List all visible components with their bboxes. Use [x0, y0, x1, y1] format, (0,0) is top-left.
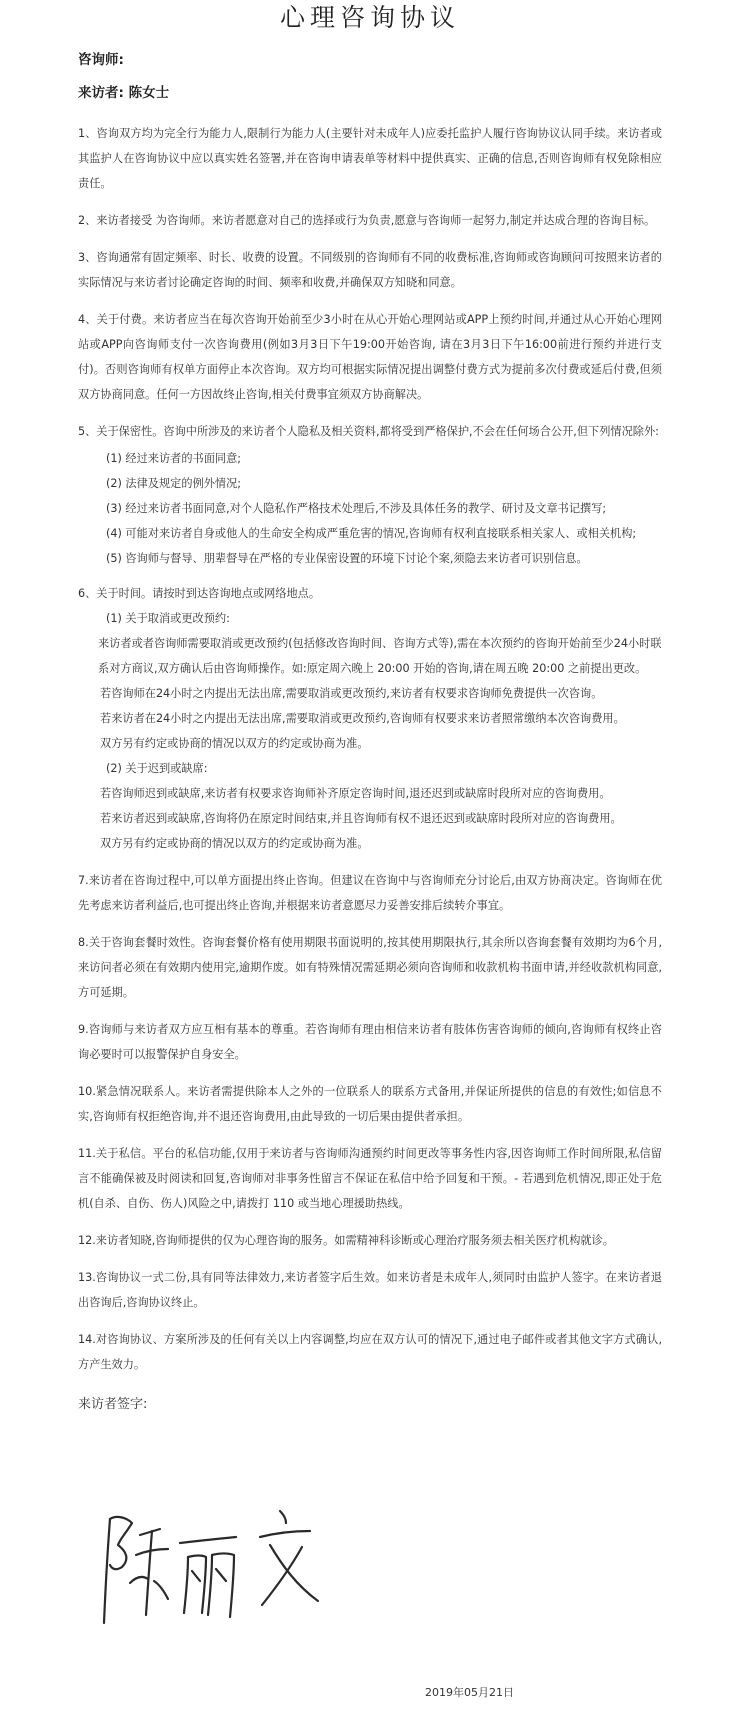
clause-2: 2、来访者接受 为咨询师。来访者愿意对自己的选择或行为负责,愿意与咨询师一起努力,制定并达成合理的咨询目标。: [78, 214, 656, 227]
clause-12: 12.来访者知晓,咨询师提供的仅为心理咨询的服务。如需精神科诊断或心理治疗服务须去相关医疗机构就诊。: [78, 1234, 614, 1247]
clause-6-details: [78, 606, 662, 856]
clause-8: 8.关于咨询套餐时效性。咨询套餐价格有使用期限书面说明的,按其使用期限执行,其余所以咨询套餐有效期均为6个月,来访问者必须在有效期内使用完,逾期作废。如有特殊情况需延期必须向咨询师和收款机构书面申请,并经收款机构同意,方可延期。: [78, 936, 662, 999]
cancel-rule: 双方另有约定或协商的情况以双方的约定或协商为准。: [100, 737, 369, 750]
clause-14: 14.对咨询协议、方案所涉及的任何有关以上内容调整,均应在双方认可的情况下,通过电子邮件或者其他文字方式确认,方产生效力。: [78, 1333, 662, 1371]
document-title: 心理咨询协议: [279, 3, 460, 32]
exception-item: (4) 可能对来访者自身或他人的生命安全构成严重危害的情况,咨询师有权利直接联系相关家人、或相关机构;: [106, 527, 637, 540]
signature-date: 2019年05月21日: [425, 1686, 514, 1699]
clause-13: 13.咨询协议一式二份,具有同等法律效力,来访者签字后生效。如来访者是未成年人,须同时由监护人签字。在来访者退出咨询后,咨询协议终止。: [78, 1271, 662, 1309]
late-rule: 若咨询师迟到或缺席,来访者有权要求咨询师补齐原定咨询时间,退还迟到或缺席时段所对应的咨询费用。: [100, 787, 611, 800]
clause-5-exceptions: [78, 446, 662, 571]
clause-11: 11.关于私信。平台的私信功能,仅用于来访者与咨询师沟通预约时间更改等事务性内容,因咨询师工作时间所限,私信留言不能确保被及时阅读和回复,咨询师对非事务性留言不保证在私信中给予回复和干预。- 若遇到危机情况,即正处于危机(自杀、自伤、伤人)风险之中,请拨打 110 或当地心理援助热线。: [78, 1147, 662, 1210]
clause-3: 3、咨询通常有固定频率、时长、收费的设置。不同级别的咨询师有不同的收费标准,咨询师或咨询顾问可按照来访者的实际情况与来访者讨论确定咨询的时间、频率和收费,并确保双方知晓和同意。: [78, 251, 662, 289]
clause-4: 4、关于付费。来访者应当在每次咨询开始前至少3小时在从心开始心理网站或APP上预约时间,并通过从心开始心理网站或APP向咨询师支付一次咨询费用(例如3月3日下午19:00开始咨询, 请在3月3日下午16:00前进行预约并进行支付)。否则咨询师有权单方面停止本次咨询。双方均可根据实际情况提出调整付费方式为提前多次付费或延后付费,但须双方协商同意。任何一方因故终止咨询,相关付费事宜须双方协商解决。: [78, 313, 662, 401]
late-rule: 若来访者迟到或缺席,咨询将仍在原定时间结束,并且咨询师有权不退还迟到或缺席时段所对应的咨询费用。: [100, 812, 622, 825]
clause-6: 6、关于时间。请按时到达咨询地点或网络地点。: [78, 587, 321, 600]
cancel-subtitle: (1) 关于取消或更改预约:: [106, 612, 230, 625]
clause-5: 5、关于保密性。咨询中所涉及的来访者个人隐私及相关资料,都将受到严格保护,不会在任何场合公开,但下列情况除外:: [78, 425, 659, 438]
signature-label: 来访者签字:: [78, 1397, 148, 1412]
handwritten-signature: [96, 1505, 336, 1635]
late-rule: 双方另有约定或协商的情况以双方的约定或协商为准。: [100, 837, 369, 850]
clause-1: 1、咨询双方均为完全行为能力人,限制行为能力人(主要针对未成年人)应委托监护人履行咨询协议认同手续。来访者或其监护人在咨询协议中应以真实姓名签署,并在咨询申请表单等材料中提供真实、正确的信息,否则咨询师有权免除相应责任。: [78, 127, 662, 190]
cancel-rule: 若来访者在24小时之内提出无法出席,需要取消或更改预约,咨询师有权要求来访者照常缴纳本次咨询费用。: [100, 712, 625, 725]
cancel-rule: 若咨询师在24小时之内提出无法出席,需要取消或更改预约,来访者有权要求咨询师免费提供一次咨询。: [100, 687, 603, 700]
exception-item: (3) 经过来访者书面同意,对个人隐私作严格技术处理后,不涉及具体任务的教学、研讨及文章书记撰写;: [106, 502, 607, 515]
exception-item: (2) 法律及规定的例外情况;: [106, 477, 242, 490]
clause-10: 10.紧急情况联系人。来访者需提供除本人之外的一位联系人的联系方式备用,并保证所提供的信息的有效性;如信息不实,咨询师有权拒绝咨询,并不退还咨询费用,由此导致的一切后果由提供者承担。: [78, 1085, 662, 1123]
clause-7: 7.来访者在咨询过程中,可以单方面提出终止咨询。但建议在咨询中与咨询师充分讨论后,由双方协商决定。咨询师在优先考虑来访者利益后,也可提出终止咨询,并根据来访者意愿尽力妥善安排后续转介事宜。: [78, 874, 662, 912]
clause-9: 9.咨询师与来访者双方应互相有基本的尊重。若咨询师有理由相信来访者有肢体伤害咨询师的倾向,咨询师有权终止咨询必要时可以报警保护自身安全。: [78, 1023, 662, 1061]
client-line: 来访者: 陈女士: [78, 85, 170, 101]
exception-item: (1) 经过来访者的书面同意;: [106, 452, 242, 465]
cancel-rule: 来访者或者咨询师需要取消或更改预约(包括修改咨询时间、咨询方式等),需在本次预约的咨询开始前至少24小时联系对方商议,双方确认后由咨询师操作。如:原定周六晚上 20:00 开始的咨询,请在周五晚 20:00 之前提出更改。: [98, 637, 662, 675]
counselor-line: 咨询师:: [78, 52, 124, 68]
exception-item: (5) 咨询师与督导、朋辈督导在严格的专业保密设置的环境下讨论个案,须隐去来访者可识别信息。: [106, 552, 588, 565]
late-subtitle: (2) 关于迟到或缺席:: [106, 762, 208, 775]
